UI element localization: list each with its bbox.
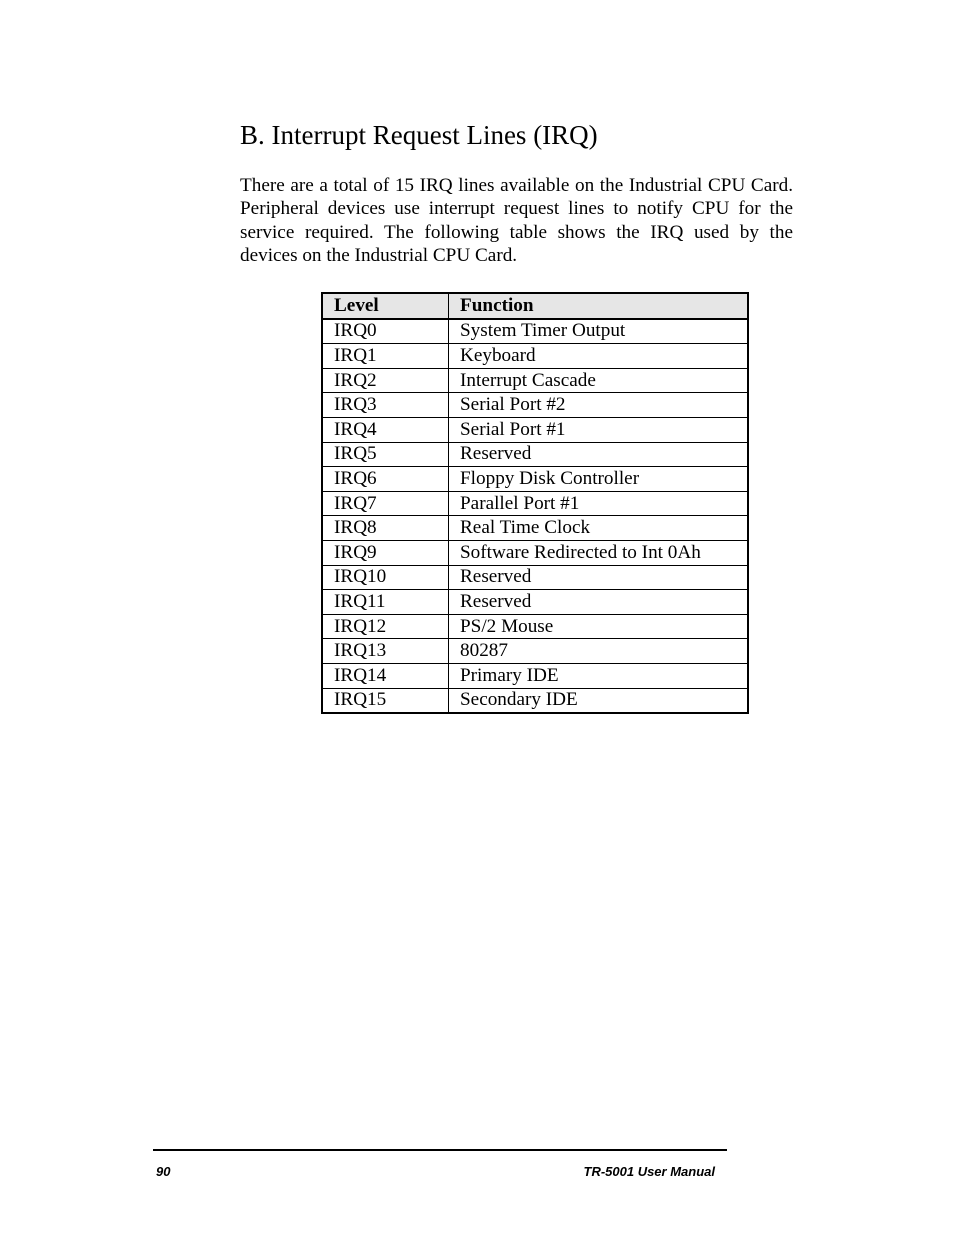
irq-level-cell: IRQ1 [322,344,449,369]
table-row [322,319,748,344]
table-row [322,417,748,442]
irq-table [321,292,749,714]
irq-level-cell: IRQ2 [322,368,449,393]
irq-function-cell: System Timer Output [449,319,749,344]
table-row [322,639,748,664]
irq-level-cell: IRQ7 [322,491,449,516]
irq-function-cell: Serial Port #1 [449,417,749,442]
irq-function-cell: Reserved [449,442,749,467]
irq-function-cell: Serial Port #2 [449,393,749,418]
irq-level-cell: IRQ9 [322,540,449,565]
irq-level-cell: IRQ15 [322,688,449,713]
table-row [322,368,748,393]
irq-function-cell: Reserved [449,590,749,615]
table-row [322,491,748,516]
table-row [322,442,748,467]
manual-title: TR-5001 User Manual [583,1164,715,1179]
irq-level-cell: IRQ12 [322,614,449,639]
footer-divider [153,1149,727,1151]
table-row [322,565,748,590]
table-row [322,663,748,688]
table-header-row [322,293,748,319]
irq-function-cell: Secondary IDE [449,688,749,713]
irq-level-cell: IRQ0 [322,319,449,344]
irq-level-cell: IRQ4 [322,417,449,442]
irq-function-cell: 80287 [449,639,749,664]
irq-function-cell: Interrupt Cascade [449,368,749,393]
table-row [322,540,748,565]
intro-paragraph: There are a total of 15 IRQ lines available on the Industrial CPU Card. Peripheral devices use interrupt request lines to notify CPU for the service required. The following table shows the IRQ used by the devices on the Industrial CPU Card. [240,175,793,267]
irq-function-cell: Real Time Clock [449,516,749,541]
irq-level-cell: IRQ6 [322,467,449,492]
table-row [322,393,748,418]
irq-function-cell: Parallel Port #1 [449,491,749,516]
irq-level-cell: IRQ8 [322,516,449,541]
irq-function-cell: Software Redirected to Int 0Ah [449,540,749,565]
table-row [322,467,748,492]
table-row [322,614,748,639]
irq-level-cell: IRQ10 [322,565,449,590]
irq-level-cell: IRQ11 [322,590,449,615]
irq-level-cell: IRQ3 [322,393,449,418]
irq-level-cell: IRQ14 [322,663,449,688]
irq-table-body [322,319,748,714]
irq-function-cell: Primary IDE [449,663,749,688]
irq-level-cell: IRQ13 [322,639,449,664]
irq-function-cell: Floppy Disk Controller [449,467,749,492]
table-row [322,688,748,713]
column-header-function: Function [449,293,749,319]
table-row [322,590,748,615]
column-header-level: Level [322,293,449,319]
irq-function-cell: Keyboard [449,344,749,369]
table-row [322,344,748,369]
irq-function-cell: Reserved [449,565,749,590]
irq-function-cell: PS/2 Mouse [449,614,749,639]
table-row [322,516,748,541]
irq-level-cell: IRQ5 [322,442,449,467]
section-heading: B. Interrupt Request Lines (IRQ) [240,120,598,150]
page-number: 90 [156,1164,171,1179]
